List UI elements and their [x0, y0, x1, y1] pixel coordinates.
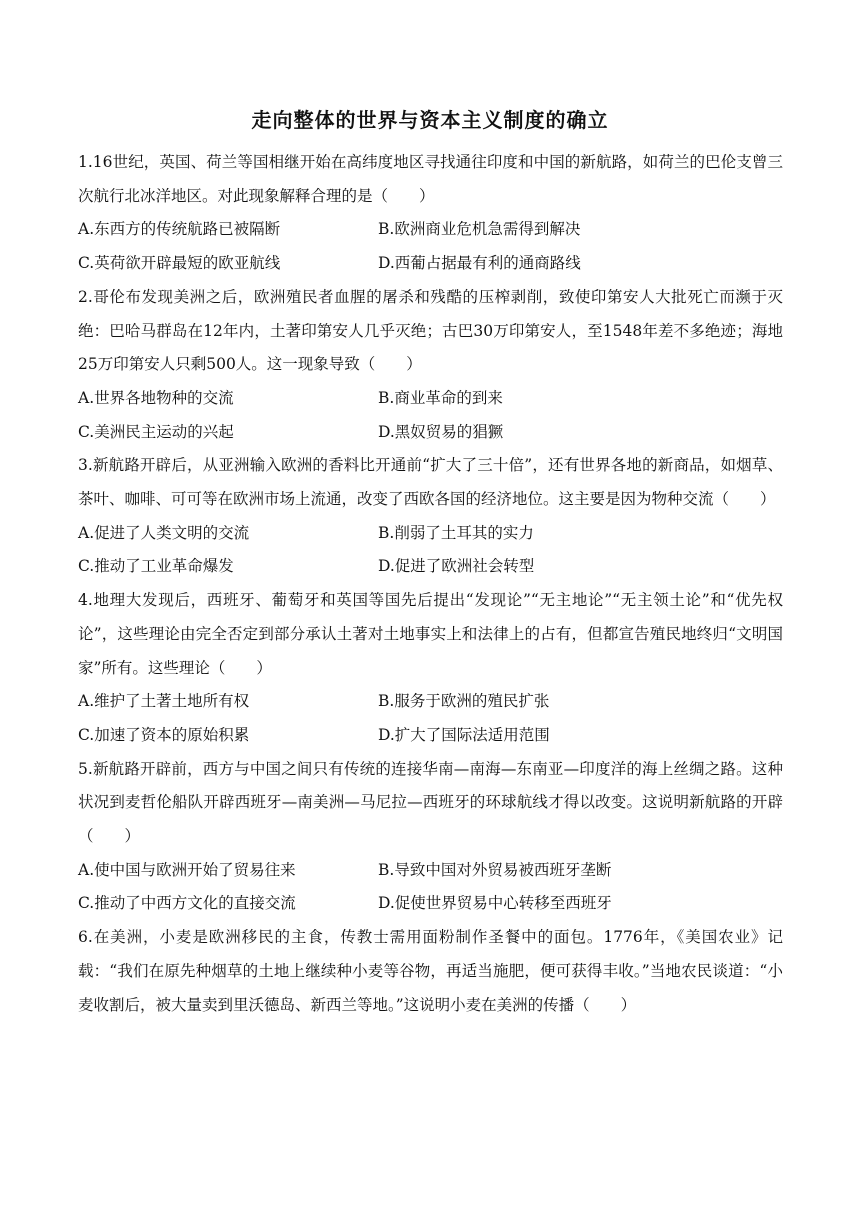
option-b: B.导致中国对外贸易被西班牙垄断 — [378, 860, 612, 879]
question-5 — [78, 753, 783, 922]
question-stem: 5.新航路开辟前，西方与中国之间只有传统的连接华南—南海—东南亚—印度洋的海上丝绸之路。这种状况到麦哲伦船队开辟西班牙—南美洲—马尼拉—西班牙的环球航线才得以改变。这说明新航路的开辟（ ） — [78, 759, 783, 846]
option-b: B.服务于欧洲的殖民扩张 — [378, 692, 550, 711]
option-a: A.维护了土著土地所有权 — [78, 692, 250, 711]
option-d: D.促进了欧洲社会转型 — [378, 557, 535, 576]
option-c: C.美洲民主运动的兴起 — [78, 422, 234, 441]
option-c: C.推动了中西方文化的直接交流 — [78, 894, 296, 913]
question-1 — [78, 146, 783, 281]
question-stem: 6.在美洲，小麦是欧洲移民的主食，传教士需用面粉制作圣餐中的面包。1776年，《美国农业》记载：“我们在原先种烟草的土地上继续种小麦等谷物，再适当施肥，便可获得丰收。”当地农民谈道：“小麦收割后，被大量卖到里沃德岛、新西兰等地。”这说明小麦在美洲的传播（ ） — [78, 928, 783, 1014]
question-stem: 3.新航路开辟后，从亚洲输入欧洲的香料比开通前“扩大了三十倍”，还有世界各地的新商品，如烟草、茶叶、咖啡、可可等在欧洲市场上流通，改变了西欧各国的经济地位。这主要是因为物种交流（ ） — [78, 456, 783, 509]
option-c: C.推动了工业革命爆发 — [78, 557, 234, 576]
question-4 — [78, 584, 783, 753]
option-a: A.促进了人类文明的交流 — [78, 523, 250, 542]
option-a: A.使中国与欧洲开始了贸易往来 — [78, 860, 296, 879]
question-2 — [78, 281, 783, 450]
question-3 — [78, 449, 783, 584]
option-a: A.东西方的传统航路已被隔断 — [78, 220, 281, 239]
question-6 — [78, 921, 783, 1022]
option-b: B.欧洲商业危机急需得到解决 — [378, 220, 581, 239]
option-d: D.促使世界贸易中心转移至西班牙 — [378, 894, 612, 913]
option-c: C.英荷欲开辟最短的欧亚航线 — [78, 254, 281, 273]
question-list — [78, 146, 783, 1022]
option-b: B.商业革命的到来 — [378, 388, 503, 407]
question-stem: 1.16世纪，英国、荷兰等国相继开始在高纬度地区寻找通往印度和中国的新航路，如荷兰的巴伦支曾三次航行北冰洋地区。对此现象解释合理的是（ ） — [78, 153, 783, 205]
option-d: D.扩大了国际法适用范围 — [378, 725, 550, 744]
option-c: C.加速了资本的原始积累 — [78, 725, 250, 744]
option-b: B.削弱了土耳其的实力 — [378, 523, 534, 542]
option-a: A.世界各地物种的交流 — [78, 388, 234, 407]
option-d: D.西葡占据最有利的通商路线 — [378, 254, 581, 273]
question-stem: 4.地理大发现后，西班牙、葡萄牙和英国等国先后提出“发现论”“无主地论”“无主领土论”和“优先权论”，这些理论由完全否定到部分承认土著对土地事实上和法律上的占有，但都宣告殖民地终归“文明国家”所有。这些理论（ ） — [78, 591, 783, 677]
option-d: D.黑奴贸易的猖獗 — [378, 422, 504, 441]
document-title: 走向整体的世界与资本主义制度的确立 — [251, 108, 609, 132]
question-stem: 2.哥伦布发现美洲之后，欧洲殖民者血腥的屠杀和残酷的压榨剥削，致使印第安人大批死亡而濒于灭绝：巴哈马群岛在12年内，土著印第安人几乎灭绝；古巴30万印第安人，至1548年差不多绝迹；海地25万印第安人只剩500人。这一现象导致（ ） — [78, 287, 783, 374]
